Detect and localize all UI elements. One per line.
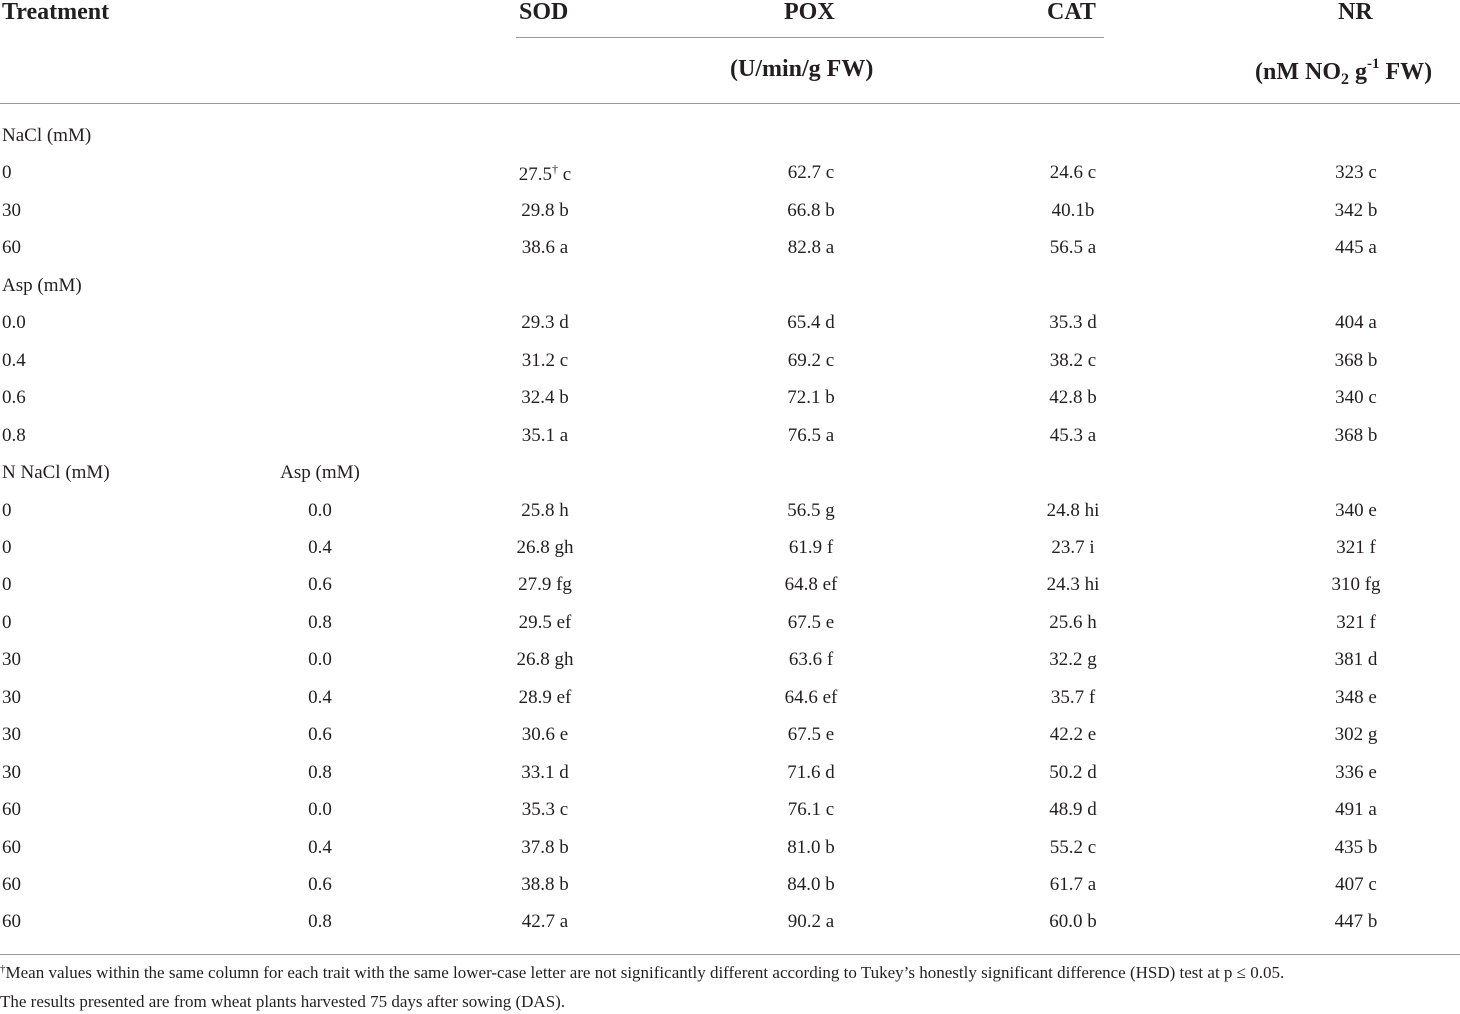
cell-nr: 310 fg bbox=[1331, 574, 1381, 595]
row-label-asp: 0.4 bbox=[308, 687, 332, 708]
cell-cat: 48.9 d bbox=[1049, 799, 1097, 820]
header-cat: CAT bbox=[1047, 0, 1096, 25]
cell-nr: 368 b bbox=[1334, 350, 1378, 371]
cell-nr: 342 b bbox=[1334, 200, 1378, 221]
cell-nr: 435 b bbox=[1334, 837, 1378, 858]
row-label-asp: 0.8 bbox=[308, 911, 332, 932]
cell-cat: 24.3 hi bbox=[1046, 574, 1100, 595]
cell-sod: 33.1 d bbox=[521, 762, 569, 783]
units-nr-prefix: (nM NO bbox=[1255, 59, 1341, 85]
cell-pox: 72.1 b bbox=[787, 387, 835, 408]
header-pox: POX bbox=[784, 0, 835, 25]
cell-sod: 37.8 b bbox=[521, 837, 569, 858]
section-label-nacl: NaCl (mM) bbox=[2, 125, 92, 146]
header-sod: SOD bbox=[519, 0, 569, 25]
cell-sod: 25.8 h bbox=[521, 500, 569, 521]
section-label-interaction-nacl: N NaCl (mM) bbox=[2, 462, 110, 483]
header-bottom-rule bbox=[0, 103, 1460, 104]
cell-sod: 35.3 c bbox=[521, 799, 569, 820]
cell-pox: 81.0 b bbox=[787, 837, 835, 858]
cell-pox: 82.8 a bbox=[787, 237, 835, 258]
row-label-asp: 0.6 bbox=[308, 724, 332, 745]
cell-pox: 90.2 a bbox=[787, 911, 835, 932]
row-label-nacl: 0 bbox=[2, 574, 12, 595]
cell-sod-value: 27.5 bbox=[518, 164, 553, 185]
cell-sod: 29.8 b bbox=[521, 200, 569, 221]
cell-sod: 29.3 d bbox=[521, 312, 569, 333]
row-label-nacl: 30 bbox=[2, 762, 21, 783]
cell-nr: 336 e bbox=[1335, 762, 1377, 783]
row-label-asp: 0.0 bbox=[308, 799, 332, 820]
cell-pox: 64.8 ef bbox=[784, 574, 838, 595]
cell-cat: 42.8 b bbox=[1049, 387, 1097, 408]
dagger-mark: † bbox=[552, 162, 559, 176]
cell-cat: 40.1b bbox=[1051, 200, 1095, 221]
row-label-nacl: 60 bbox=[2, 837, 21, 858]
row-label-nacl: 0 bbox=[2, 537, 12, 558]
cell-sod bbox=[519, 163, 571, 184]
table-bottom-rule bbox=[0, 954, 1460, 955]
cell-sod: 30.6 e bbox=[521, 724, 569, 745]
cell-cat: 24.8 hi bbox=[1046, 500, 1100, 521]
footnote-line-1 bbox=[0, 964, 1284, 981]
units-enzymes: (U/min/g FW) bbox=[730, 56, 874, 82]
cell-sod-letter: c bbox=[558, 164, 572, 185]
cell-pox: 64.6 ef bbox=[784, 687, 838, 708]
cell-sod: 38.6 a bbox=[521, 237, 569, 258]
row-label-asp: 0.6 bbox=[308, 874, 332, 895]
cell-cat: 35.3 d bbox=[1049, 312, 1097, 333]
row-label-nacl: 60 bbox=[2, 874, 21, 895]
cell-cat: 61.7 a bbox=[1049, 874, 1097, 895]
footnote-text-1: Mean values within the same column for each trait with the same lower-case letter are not significantly different according to Tukey’s honestly significant difference (HSD) test at p ≤ 0.05. bbox=[5, 963, 1285, 982]
cell-pox: 69.2 c bbox=[787, 350, 835, 371]
cell-nr: 368 b bbox=[1334, 425, 1378, 446]
cell-pox: 61.9 f bbox=[788, 537, 834, 558]
row-label-nacl: 30 bbox=[2, 724, 21, 745]
cell-cat: 50.2 d bbox=[1049, 762, 1097, 783]
cell-nr: 491 a bbox=[1335, 799, 1377, 820]
row-label-asp: 0.8 bbox=[308, 612, 332, 633]
cell-nr: 323 c bbox=[1335, 162, 1377, 183]
footnote-dagger: † bbox=[0, 963, 6, 975]
cell-sod: 27.9 fg bbox=[518, 574, 572, 595]
cell-nr: 321 f bbox=[1336, 537, 1376, 558]
cell-pox: 76.1 c bbox=[787, 799, 835, 820]
row-label-nacl: 30 bbox=[2, 687, 21, 708]
cell-sod: 28.9 ef bbox=[518, 687, 572, 708]
cell-nr: 348 e bbox=[1335, 687, 1377, 708]
cell-cat: 56.5 a bbox=[1049, 237, 1097, 258]
units-nr-suffix: FW) bbox=[1379, 59, 1433, 85]
cell-sod: 38.8 b bbox=[521, 874, 569, 895]
cell-cat: 55.2 c bbox=[1049, 837, 1097, 858]
cell-nr: 407 c bbox=[1335, 874, 1377, 895]
cell-sod: 35.1 a bbox=[521, 425, 569, 446]
header-subrule bbox=[516, 37, 1104, 38]
row-label: 0.0 bbox=[2, 312, 26, 333]
cell-nr: 321 f bbox=[1336, 612, 1376, 633]
cell-cat: 45.3 a bbox=[1049, 425, 1097, 446]
footnote-line-2: The results presented are from wheat plants harvested 75 days after sowing (DAS). bbox=[0, 992, 566, 1011]
cell-pox: 66.8 b bbox=[787, 200, 835, 221]
units-nr-mid: g bbox=[1349, 59, 1367, 85]
row-label-asp: 0.8 bbox=[308, 762, 332, 783]
cell-sod: 26.8 gh bbox=[516, 537, 574, 558]
row-label: 0.8 bbox=[2, 425, 26, 446]
row-label-nacl: 60 bbox=[2, 799, 21, 820]
row-label-nacl: 60 bbox=[2, 911, 21, 932]
cell-cat: 60.0 b bbox=[1049, 911, 1097, 932]
cell-sod: 32.4 b bbox=[521, 387, 569, 408]
cell-nr: 340 c bbox=[1335, 387, 1377, 408]
cell-pox: 71.6 d bbox=[787, 762, 835, 783]
row-label: 0.4 bbox=[2, 350, 26, 371]
cell-nr: 447 b bbox=[1334, 911, 1378, 932]
cell-cat: 32.2 g bbox=[1049, 649, 1097, 670]
cell-cat: 24.6 c bbox=[1049, 162, 1097, 183]
header-treatment: Treatment bbox=[2, 0, 110, 25]
row-label: 60 bbox=[2, 237, 21, 258]
row-label-asp: 0.6 bbox=[308, 574, 332, 595]
cell-pox: 76.5 a bbox=[787, 425, 835, 446]
cell-cat: 42.2 e bbox=[1049, 724, 1097, 745]
cell-pox: 56.5 g bbox=[787, 500, 835, 521]
row-label: 30 bbox=[2, 200, 21, 221]
section-label-asp: Asp (mM) bbox=[2, 275, 82, 296]
cell-cat: 35.7 f bbox=[1050, 687, 1096, 708]
cell-pox: 67.5 e bbox=[787, 724, 835, 745]
row-label: 0 bbox=[2, 162, 12, 183]
cell-nr: 302 g bbox=[1334, 724, 1378, 745]
row-label-nacl: 0 bbox=[2, 612, 12, 633]
cell-nr: 445 a bbox=[1335, 237, 1377, 258]
cell-cat: 25.6 h bbox=[1049, 612, 1097, 633]
cell-pox: 65.4 d bbox=[787, 312, 835, 333]
cell-cat: 38.2 c bbox=[1049, 350, 1097, 371]
cell-pox: 84.0 b bbox=[787, 874, 835, 895]
cell-sod: 26.8 gh bbox=[516, 649, 574, 670]
cell-sod: 31.2 c bbox=[521, 350, 569, 371]
cell-cat: 23.7 i bbox=[1051, 537, 1095, 558]
section-label-interaction-asp: Asp (mM) bbox=[280, 462, 360, 483]
cell-nr: 404 a bbox=[1335, 312, 1377, 333]
row-label-asp: 0.4 bbox=[308, 537, 332, 558]
row-label: 0.6 bbox=[2, 387, 26, 408]
row-label-asp: 0.4 bbox=[308, 837, 332, 858]
cell-nr: 340 e bbox=[1335, 500, 1377, 521]
row-label-asp: 0.0 bbox=[308, 649, 332, 670]
cell-pox: 63.6 f bbox=[788, 649, 834, 670]
units-nr bbox=[1255, 57, 1432, 88]
cell-nr: 381 d bbox=[1334, 649, 1378, 670]
cell-pox: 67.5 e bbox=[787, 612, 835, 633]
cell-sod: 42.7 a bbox=[521, 911, 569, 932]
row-label-asp: 0.0 bbox=[308, 500, 332, 521]
cell-sod: 29.5 ef bbox=[518, 612, 572, 633]
cell-pox: 62.7 c bbox=[787, 162, 835, 183]
row-label-nacl: 0 bbox=[2, 500, 12, 521]
header-nr: NR bbox=[1338, 0, 1373, 25]
row-label-nacl: 30 bbox=[2, 649, 21, 670]
units-nr-sup: -1 bbox=[1367, 56, 1380, 72]
units-nr-sub: 2 bbox=[1341, 71, 1349, 88]
